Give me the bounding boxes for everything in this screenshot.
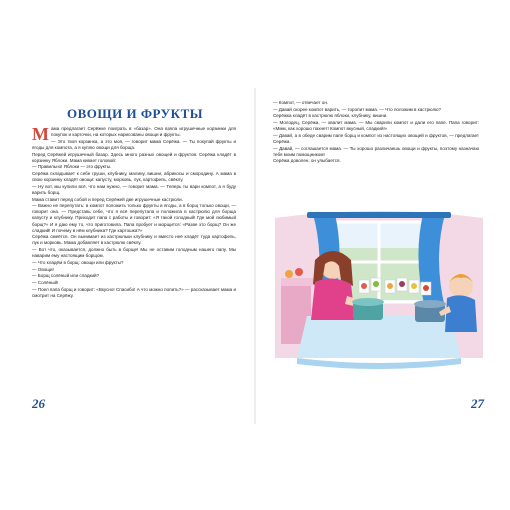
left-paragraph: — Поел папа борщ и говорит: «Вкусно! Спасибо! А что можно попить?» — рассказывает мама и смотрит на Серёжу. — [32, 286, 236, 298]
left-paragraph: Серёжа складывает к себе груши, клубнику, малину, вишни, абрикосы и смородину. А мама в свою корзинку кладёт овощи: капусту, морковь, лук, картофель, свёклу. — [32, 171, 236, 183]
page-title: ОВОЩИ И ФРУКТЫ — [66, 106, 204, 121]
left-paragraph: Мама ставит перед собой и перед Серёжей две игрушечные кастрюли. — [32, 196, 183, 202]
left-paragraph: Перед Серёжей игрушечный базар. Здесь много разных овощей и фруктов. Серёжа кладёт в корзинку Яблоки. Мама кивает головой: — [32, 151, 236, 163]
kitchen-illustration — [255, 208, 500, 378]
right-paragraph: — Молодец, Серёжа, — хвалит мама. — Мы сварили компот и дали его папе. Папа говорит: «Ммм, как хорошо пахнет! Компот вкусный, сладкий!» — [273, 120, 479, 132]
tablecloth — [297, 316, 461, 358]
right-text-column — [273, 100, 479, 165]
right-paragraph: Серёжа доволен, он улыбается. — [273, 158, 341, 164]
left-paragraph: — Правильно! Яблоки — это фрукты. — [32, 164, 112, 170]
drop-cap: М — [32, 124, 49, 144]
left-paragraph: — Важно не перепутать: в компот положить только фрукты и ягоды, а в борщ только овощи, — говорит она. — Представь себе, что я всё перепутала и положила в кастрюлю для борща капусту и клубнику. Приходит папа с работы и говорит: «Я такой голодный! Где мой любимый борщ?» И я даю ему то, что приготовила. Папа пробует и морщится: «Разве это борщ? Он же сладкий! И почему в нём клубника? Где картошка?» — [32, 203, 236, 233]
left-paragraph: Серёжа смеётся. Он вынимает из кастрюльки клубнику и вместо неё кладёт туда картофель, лук и морковь. Мама добавляет в кастрюлю свёклу. — [32, 234, 236, 246]
right-paragraph: — Давай скорее компот варить, — торопит мама. — Что положим в кастрюлю? — [273, 106, 442, 112]
left-paragraph: — Вот что, оказывается, должно быть в борще! Мы не оставим голодным нашего папу. Мы наварим ему настоящим борщом. — [32, 247, 236, 259]
right-paragraph: — Давай, — соглашается мама. — Ты хорошо различаешь овощи и фрукты, поэтому назначаю тебя моим помощником! — [273, 145, 479, 157]
left-paragraph: — Овощи! — [32, 266, 54, 272]
left-paragraph: — Это твоя корзинка, а это моя, — говорит мама Серёжа. — Ты покупай фрукты и ягоды для компота, а я куплю овощи для борща. — [32, 138, 236, 150]
left-paragraph: — Солёный! — [32, 279, 59, 285]
left-paragraph: — Борщ солёный или сладкий? — [32, 273, 100, 279]
right-paragraph: — Давай, а в обеде сварим папе борщ и компот из настоящих овощей и фруктов, — предлагает Серёжа. — [273, 132, 479, 144]
right-page-number: 27 — [471, 396, 484, 411]
curtain-rod — [307, 212, 451, 218]
left-paragraph: — Ну вот, мы купили всё, что нам нужно, — говорит мама. — Теперь ты вари компот, а я буду варить борщ. — [32, 183, 236, 195]
left-paragraph: — Что кладём в борщ: овощи или фрукты? — [32, 259, 124, 265]
book-spread — [10, 88, 500, 424]
left-page — [10, 88, 255, 424]
right-paragraph: Серёжка кладёт в кастрюлю яблоки, клубнику, вишни. — [273, 113, 388, 119]
right-page — [255, 88, 500, 424]
right-paragraph: — Компот, — отвечает он. — [273, 100, 329, 105]
left-page-number: 26 — [32, 396, 45, 411]
paragraph-text: ама предлагает Серёжке поиграть в «базар». Она взяла игрушечные корзинки для покупок и карточки, на которых нарисованы овощи и фрукты. — [51, 126, 236, 138]
left-text-column — [32, 126, 236, 299]
